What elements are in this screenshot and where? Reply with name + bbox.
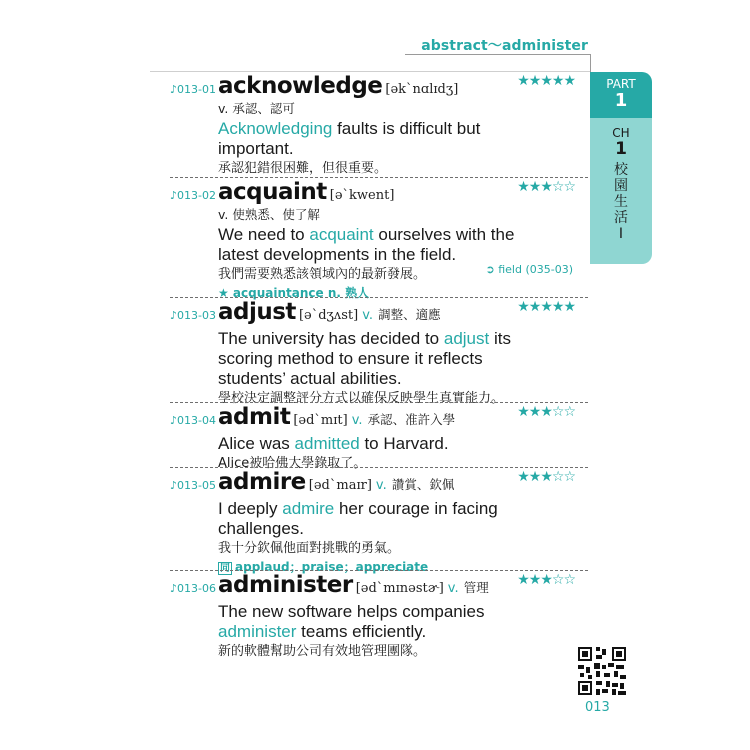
- synonym-mark: 同: [220, 563, 230, 574]
- headword: acknowledge: [218, 73, 383, 99]
- rating-stars: ★★★★★: [517, 299, 575, 315]
- audio-track[interactable]: ♪013-01: [170, 83, 216, 96]
- audio-track[interactable]: ♪013-04: [170, 414, 216, 427]
- chapter-number: 1: [615, 139, 627, 159]
- example-sentence: Acknowledging faults is difficult but important.: [218, 119, 481, 158]
- part-of-speech: v. 使熟悉、使了解: [218, 207, 320, 222]
- chapter-title: 校園生活Ⅰ: [614, 162, 628, 242]
- header-title: abstract～administer: [421, 38, 588, 54]
- part-of-speech: v. 承認、認可: [218, 101, 295, 116]
- translation: 承認犯錯很困難，但很重要。: [218, 161, 388, 176]
- part-of-speech: v.: [362, 308, 374, 323]
- headword: administer: [218, 572, 353, 598]
- entry-administer: [170, 572, 585, 661]
- meaning: 調整、適應: [378, 307, 441, 322]
- part-of-speech: v.: [375, 478, 387, 493]
- entry-acknowledge: [170, 73, 585, 178]
- headword: admire: [218, 469, 306, 495]
- related-word-note: ★ acquaintance n. 熟人: [218, 286, 370, 300]
- part-label: PART: [606, 77, 636, 91]
- translation: Alice被哈佛大學錄取了。: [218, 456, 367, 471]
- divider: [170, 297, 588, 298]
- example-sentence: The university has decided to adjust its scoring method to ensure it reflects students’ actual abilities.: [218, 329, 511, 388]
- pronunciation: [əˋkwent]: [329, 188, 395, 203]
- pronunciation: [əkˋnɑlɪdʒ]: [385, 82, 459, 97]
- translation: 新的軟體幫助公司有效地管理團隊。: [218, 644, 427, 659]
- part-of-speech: v.: [447, 581, 459, 596]
- page-number: 013: [585, 700, 610, 715]
- chapter-label: CH: [612, 126, 630, 140]
- qr-code-icon[interactable]: [576, 645, 628, 697]
- rating-stars: ★★★★★: [517, 73, 575, 89]
- audio-track[interactable]: ♪013-05: [170, 479, 216, 492]
- audio-track[interactable]: ♪013-02: [170, 189, 216, 202]
- translation: 學校決定調整評分方式以確保反映學生真實能力。: [218, 391, 505, 406]
- cross-reference-link[interactable]: ➲ field (035-03): [485, 263, 573, 276]
- pronunciation: [ədˋmɪt]: [293, 413, 348, 428]
- pronunciation: [ədˋmaɪr]: [308, 478, 372, 493]
- translation: 我們需要熟悉該領域內的最新發展。: [218, 267, 427, 282]
- part-number: 1: [614, 90, 628, 111]
- top-rule: [150, 71, 590, 72]
- rating-stars: ★★★☆☆: [517, 469, 575, 485]
- entry-admit: [170, 404, 585, 473]
- example-sentence: I deeply admire her courage in facing challenges.: [218, 499, 498, 538]
- rating-stars: ★★★☆☆: [517, 572, 575, 588]
- pronunciation: [ədˋmɪnəstɚ]: [355, 581, 444, 596]
- meaning: 管理: [463, 580, 489, 595]
- rating-stars: ★★★☆☆: [517, 404, 575, 420]
- audio-track[interactable]: ♪013-03: [170, 309, 216, 322]
- divider: [170, 467, 588, 468]
- divider: [170, 177, 588, 178]
- entry-acquaint: [170, 179, 585, 302]
- meaning: 讚賞、欽佩: [391, 477, 455, 492]
- headword: admit: [218, 404, 291, 430]
- headword: adjust: [218, 299, 296, 325]
- chapter-tab[interactable]: [590, 118, 652, 264]
- meaning: 承認、准許入學: [367, 412, 456, 427]
- entry-admire: [170, 469, 585, 576]
- audio-track[interactable]: ♪013-06: [170, 582, 216, 595]
- divider: [170, 570, 588, 571]
- divider: [170, 402, 588, 403]
- rating-stars: ★★★☆☆: [517, 179, 575, 195]
- translation: 我十分欽佩他面對挑戰的勇氣。: [218, 541, 401, 556]
- example-sentence: We need to acquaint ourselves with the latest developments in the field.: [218, 225, 515, 264]
- part-of-speech: v.: [351, 413, 363, 428]
- example-sentence: Alice was admitted to Harvard.: [218, 434, 449, 453]
- part-tab[interactable]: [590, 72, 652, 118]
- entry-adjust: [170, 299, 585, 408]
- example-sentence: The new software helps companies administer teams efficiently.: [218, 602, 485, 641]
- headword: acquaint: [218, 179, 327, 205]
- synonyms: 同 applaud；praise；appreciate: [220, 560, 429, 574]
- pronunciation: [əˋdʒʌst]: [298, 308, 359, 323]
